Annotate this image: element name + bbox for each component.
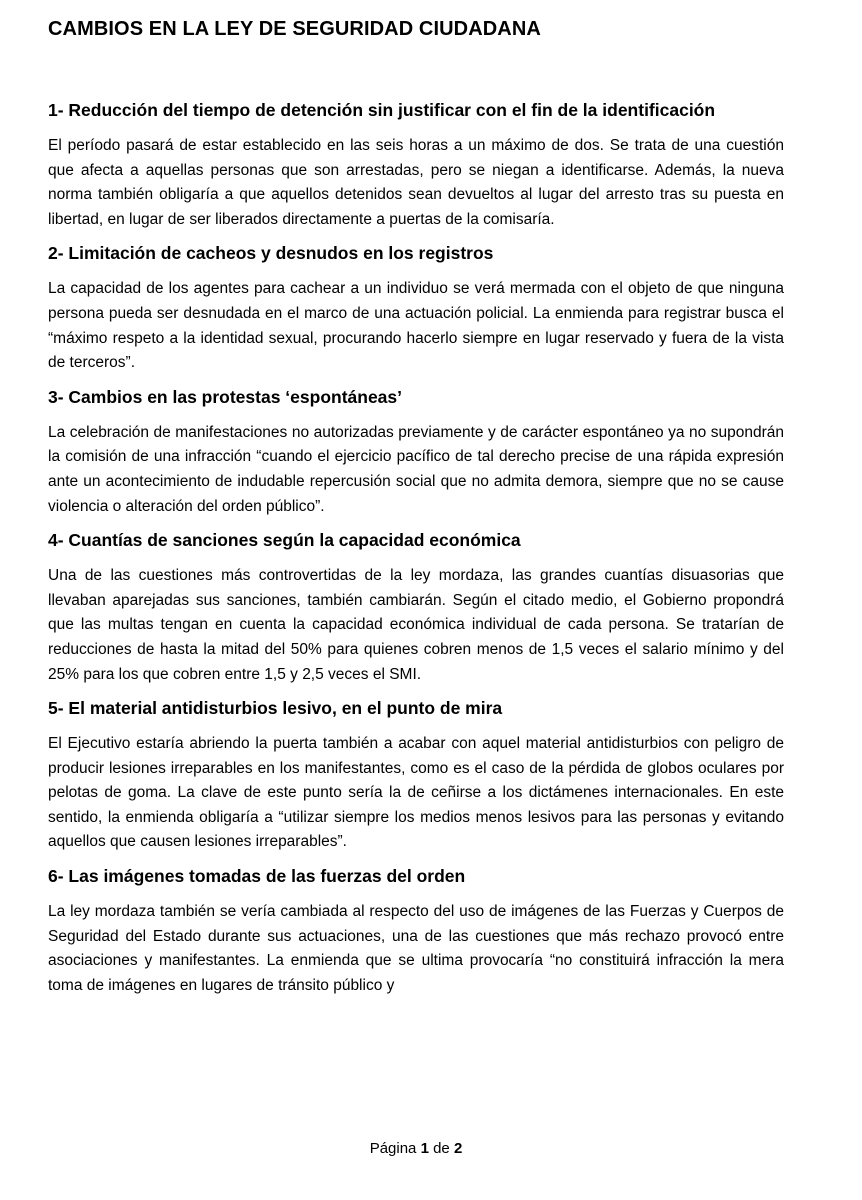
section-heading: 2- Limitación de cacheos y desnudos en los registros xyxy=(48,243,494,264)
page-number-footer xyxy=(48,1140,784,1157)
section-1 xyxy=(48,98,784,232)
page-label: Página xyxy=(369,1140,417,1157)
page-total: 2 xyxy=(453,1140,463,1157)
section-heading: 4- Cuantías de sanciones según la capacidad económica xyxy=(48,530,521,551)
section-5 xyxy=(48,696,784,855)
document-title: CAMBIOS EN LA LEY DE SEGURIDAD CIUDADANA xyxy=(48,18,541,40)
section-body: Una de las cuestiones más controvertidas de la ley mordaza, las grandes cuantías disuasorias que llevaban aparejadas sus sanciones, también cambiarán. Según el citado medio, el Gobierno propondrá que las multas tengan en cuenta la capacidad económica individual de cada persona. Se tratarían de reducciones de hasta la mitad del 50% para quienes cobren menos de 1,5 veces el salario mínimo y del 25% para los que cobren entre 1,5 y 2,5 veces el SMI. xyxy=(48,567,784,683)
section-3 xyxy=(48,385,784,519)
section-body: El Ejecutivo estaría abriendo la puerta también a acabar con aquel material antidisturbios con peligro de producir lesiones irreparables en los manifestantes, como es el caso de la pérdida de globos oculares por pelotas de goma. La clave de este punto sería la de ceñirse a los dictámenes internacionales. En este sentido, la enmienda obligaría a “utilizar siempre los medios menos lesivos para las personas y evitando aquellos que causen lesiones irreparables”. xyxy=(48,735,784,851)
section-body: El período pasará de estar establecido en las seis horas a un máximo de dos. Se trata de una cuestión que afecta a aquellas personas que son arrestadas, pero se niegan a identificarse. Además, la nueva norma también obligaría a que aquellos detenidos sean devueltos al lugar del arresto tras su puesta en libertad, en lugar de ser liberados directamente a puertas de la comisaría. xyxy=(48,137,784,228)
section-body: La ley mordaza también se vería cambiada al respecto del uso de imágenes de las Fuerzas y Cuerpos de Seguridad del Estado durante sus actuaciones, una de las cuestiones que más rechazo provocó entre asociaciones y manifestantes. La enmienda que se ultima provocaría “no constituirá infracción la mera toma de imágenes en lugares de tránsito público y xyxy=(48,903,784,994)
section-4 xyxy=(48,528,784,687)
page-separator: de xyxy=(433,1140,450,1157)
section-heading: 1- Reducción del tiempo de detención sin justificar con el fin de la identificación xyxy=(48,100,716,120)
page-current: 1 xyxy=(420,1140,429,1157)
document-page xyxy=(48,0,784,1200)
sections-container xyxy=(48,98,784,1007)
section-heading: 3- Cambios en las protestas ‘espontáneas’ xyxy=(48,386,403,407)
section-body: La capacidad de los agentes para cachear a un individuo se verá mermada con el objeto de que ninguna persona pueda ser desnudada en el marco de una actuación policial. La enmienda para registrar busca el “máximo respeto a la identidad sexual, procurando hacerlo siempre en lugar reservado y fuera de la vista de terceros”. xyxy=(48,280,784,372)
section-2 xyxy=(48,241,784,375)
section-heading: 6- Las imágenes tomadas de las fuerzas del orden xyxy=(48,866,466,887)
section-body: La celebración de manifestaciones no autorizadas previamente y de carácter espontáneo ya no supondrán la comisión de una infracción “cuando el ejercicio pacífico de tal derecho precise de una rápida expresión ante un acontecimiento de indudable repercusión social que no admita demora, siempre que no se cause violencia o alteración del orden público”. xyxy=(48,423,784,515)
section-heading: 5- El material antidisturbios lesivo, en el punto de mira xyxy=(48,698,503,719)
section-6 xyxy=(48,864,784,998)
